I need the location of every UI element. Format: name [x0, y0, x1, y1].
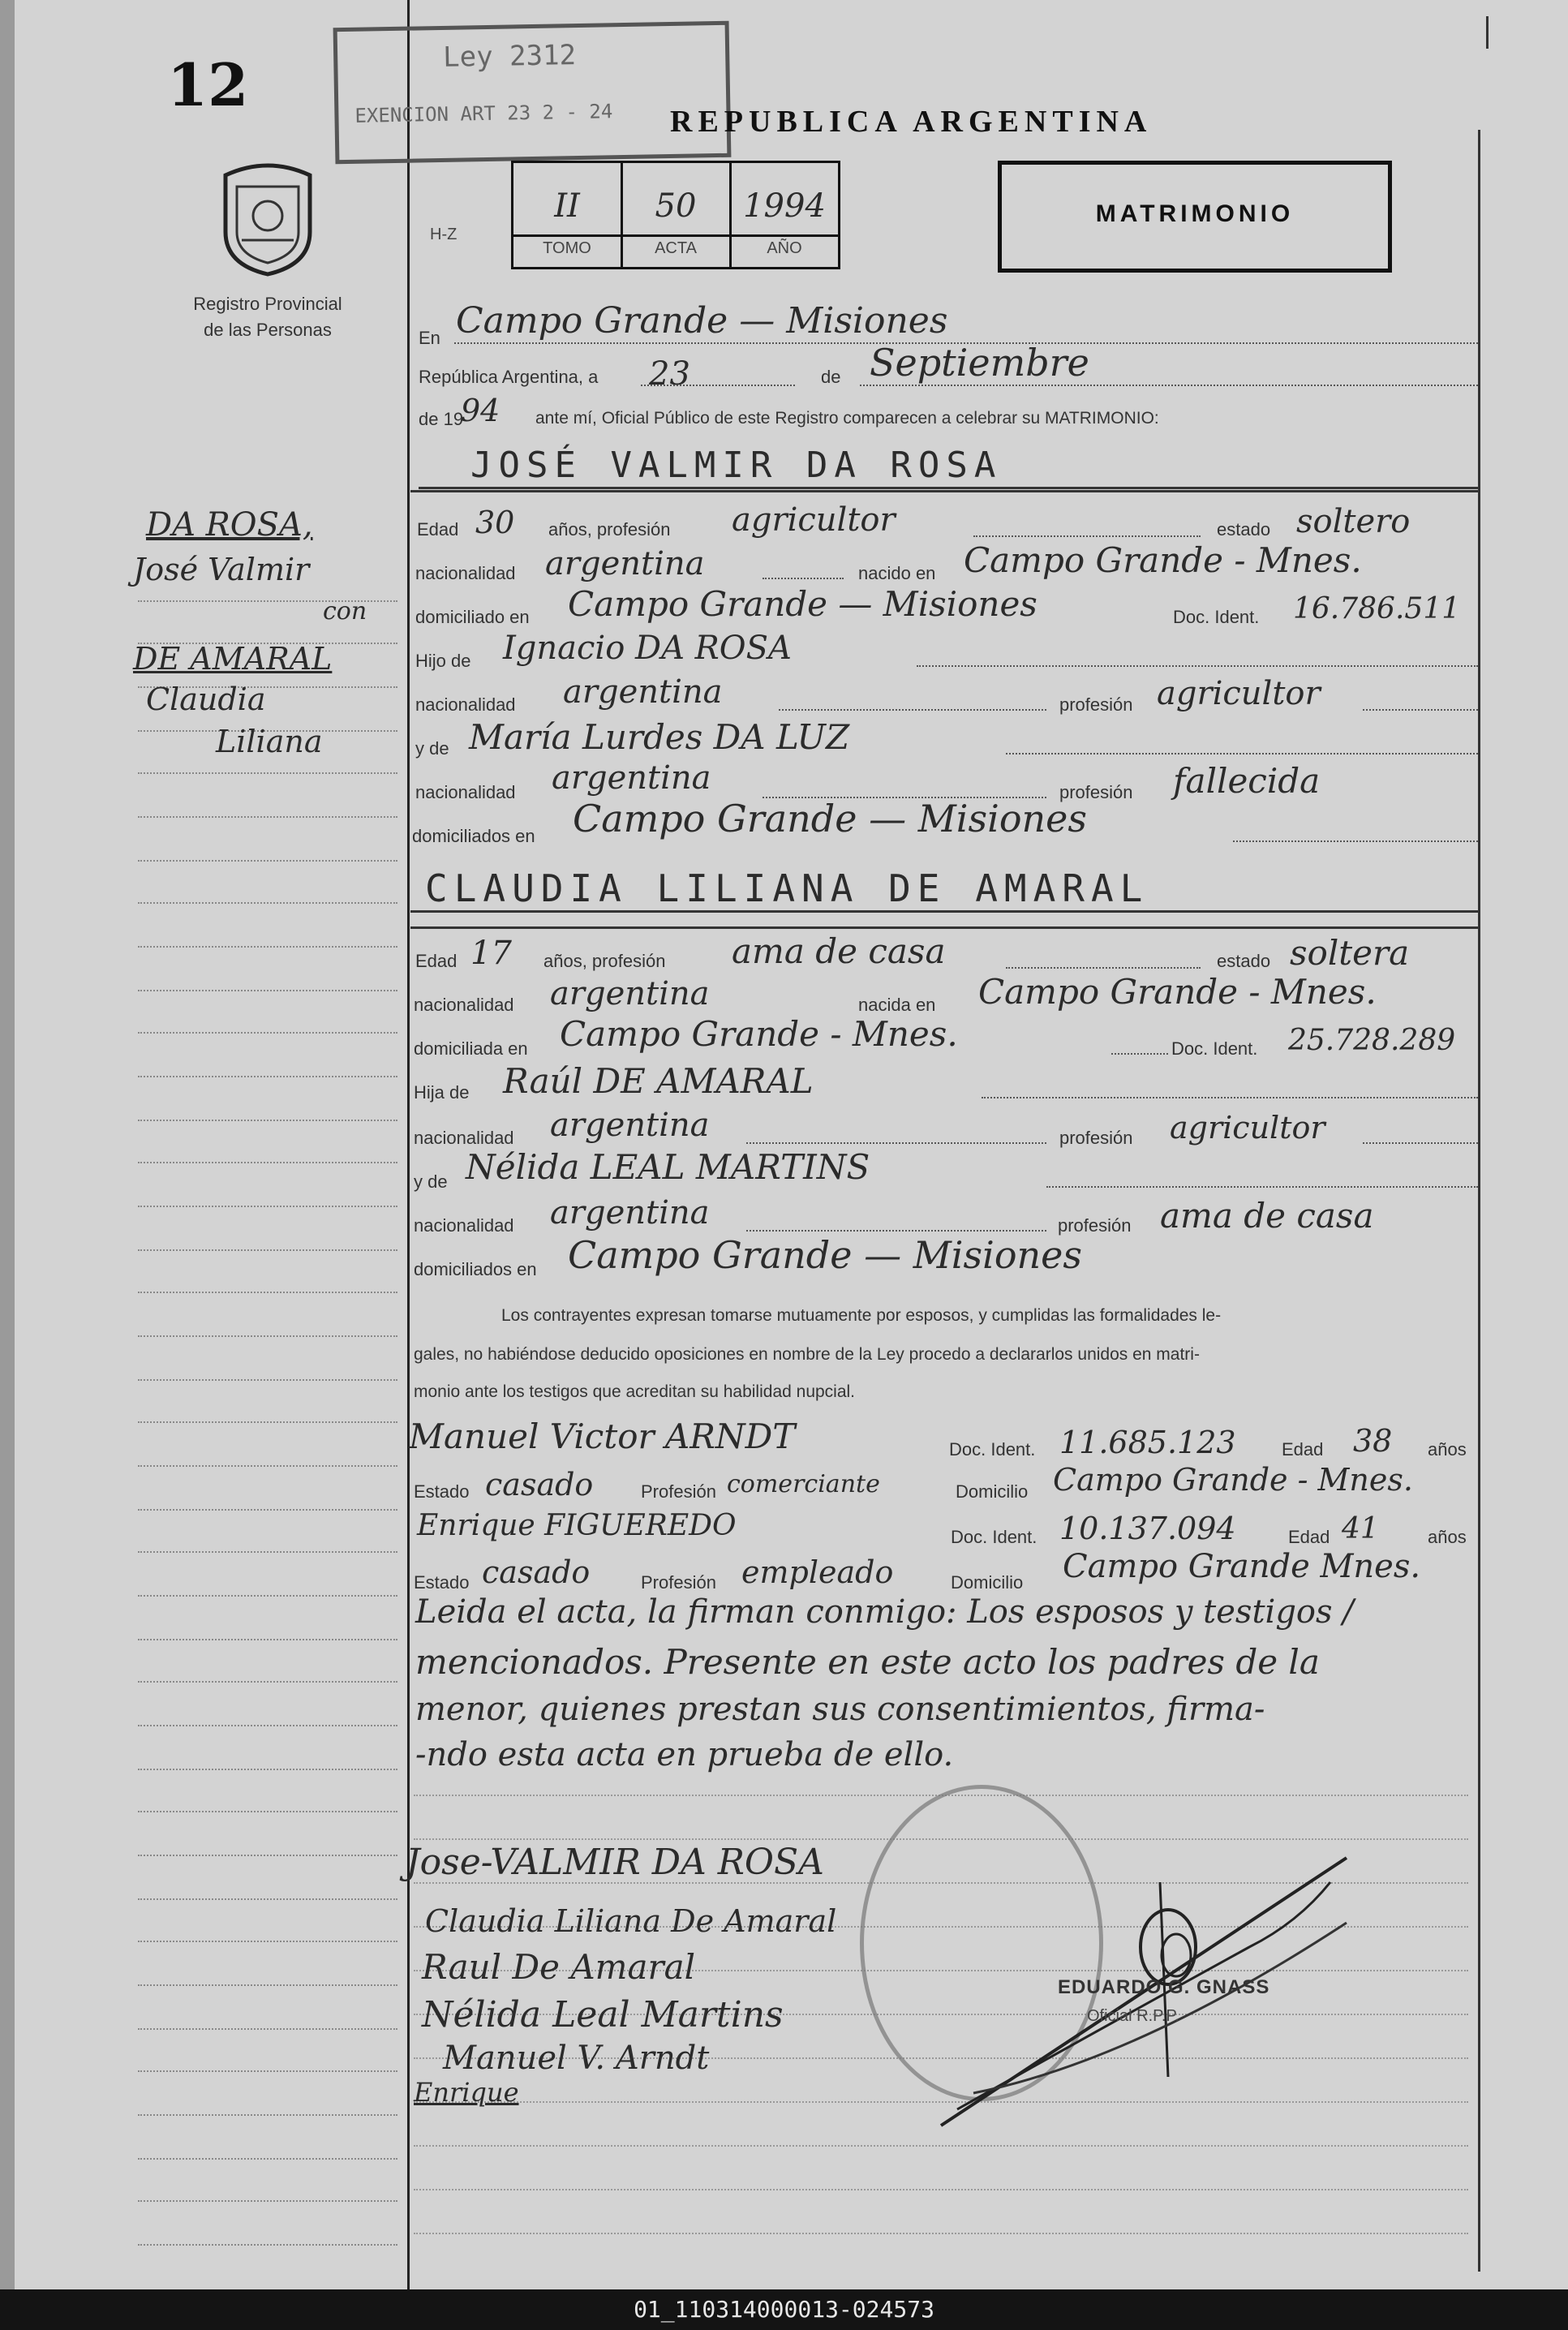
witness2-dom-label: Domicilio [951, 1572, 1024, 1593]
bride-nac-label: nacionalidad [414, 995, 514, 1015]
signature-witness1: Manuel V. Arndt [443, 2040, 710, 2077]
republic-label: República Argentina, a [419, 367, 599, 387]
witness2-profesion: empleado [741, 1554, 894, 1590]
exemption-stamp [333, 21, 732, 164]
groom-doc-label: Doc. Ident. [1173, 607, 1260, 627]
closing-line-4: -ndo esta acta en prueba de ello. [415, 1736, 954, 1773]
groom-full-name: JOSÉ VALMIR DA ROSA [470, 445, 1003, 486]
groom-prof-label: años, profesión [548, 519, 671, 540]
groom-estado-label: estado [1217, 519, 1271, 540]
groom-domicilio: Campo Grande — Misiones [568, 584, 1037, 624]
bride-nacida: Campo Grande - Mnes. [978, 972, 1377, 1012]
scan-id-footer: 01_110314000013-024573 [0, 2289, 1568, 2330]
record-box [511, 161, 840, 269]
margin-con: con [323, 597, 367, 625]
witness2-anos-label: años [1428, 1527, 1467, 1547]
ano-label: AÑO [767, 239, 802, 257]
witness1-edad: 38 [1353, 1423, 1393, 1459]
bride-domicilio: Campo Grande - Mnes. [560, 1014, 958, 1054]
acta-value: 50 [655, 187, 697, 225]
bride-doms-label: domiciliados en [414, 1259, 537, 1279]
witness2-estado-label: Estado [414, 1572, 470, 1593]
page-number: 12 [167, 50, 249, 119]
closing-line-1: Leida el acta, la firman conmigo: Los esposos y testigos / [415, 1593, 1354, 1631]
witness1-estado: casado [485, 1467, 594, 1502]
year-suffix: 94 [461, 393, 500, 428]
registry-name-2: de las Personas [204, 320, 332, 340]
witness1-dom-label: Domicilio [956, 1481, 1029, 1502]
year-prefix: de 19 [419, 409, 464, 429]
margin-given-bride-2: Liliana [216, 724, 323, 759]
de-label: de [821, 367, 841, 387]
stamp-line-2: EXENCION ART 23 2 - 24 [354, 100, 613, 127]
margin-surname-groom: DA ROSA, [146, 506, 313, 544]
witness1-anos-label: años [1428, 1439, 1467, 1459]
bride-edad: 17 [470, 935, 512, 972]
groom-madre-prof: fallecida [1173, 761, 1321, 801]
signature-groom: Jose-VALMIR DA ROSA [406, 1842, 824, 1883]
bride-full-name: CLAUDIA LILIANA DE AMARAL [425, 866, 1149, 910]
witness2-doc: 10.137.094 [1059, 1511, 1236, 1546]
groom-madre-prof-label: profesión [1059, 782, 1133, 802]
groom-nacido: Campo Grande - Mnes. [964, 540, 1362, 580]
signature-father: Raul De Amaral [422, 1947, 696, 1987]
witness1-prof-label: Profesión [641, 1481, 716, 1502]
declaration-line-3: monio ante los testigos que acreditan su habilidad nupcial. [414, 1382, 856, 1401]
bride-yde-label: y de [414, 1171, 448, 1192]
bride-nacida-label: nacida en [858, 995, 936, 1015]
official-title: Oficial R.P.P. [1087, 2007, 1179, 2025]
witness2-estado: casado [482, 1554, 591, 1590]
country-heading: REPUBLICA ARGENTINA [670, 105, 1153, 139]
witness2-edad: 41 [1342, 1512, 1379, 1545]
bride-profesion: ama de casa [732, 931, 946, 971]
bride-hija-label: Hija de [414, 1082, 470, 1103]
bride-nacionalidad: argentina [550, 975, 710, 1012]
intro-month: Septiembre [870, 341, 1089, 385]
acta-label: ACTA [655, 239, 697, 257]
groom-profesion: agricultor [732, 501, 896, 539]
witness1-estado-label: Estado [414, 1481, 470, 1502]
witness2-doc-label: Doc. Ident. [951, 1527, 1037, 1547]
bride-prof-label: años, profesión [543, 951, 666, 971]
groom-padre-nac-label: nacionalidad [415, 694, 516, 715]
witness2-prof-label: Profesión [641, 1572, 716, 1593]
bride-padres-dom: Campo Grande — Misiones [568, 1233, 1082, 1277]
groom-nac-label: nacionalidad [415, 563, 516, 583]
escudo-misiones-icon [217, 159, 318, 277]
bride-estado: soltera [1290, 933, 1410, 973]
bride-padre: Raúl DE AMARAL [503, 1061, 814, 1101]
bride-padre-prof-label: profesión [1059, 1128, 1133, 1148]
margin-given-bride-1: Claudia [146, 681, 266, 717]
closing-line-2: mencionados. Presente en este acto los padres de la [415, 1642, 1320, 1682]
intro-day: 23 [649, 355, 690, 393]
doc-type-title: MATRIMONIO [1095, 200, 1295, 227]
bride-madre-nac-label: nacionalidad [414, 1215, 514, 1236]
declaration-line-1: Los contrayentes expresan tomarse mutuamente por esposos, y cumplidas las formalidades le- [501, 1306, 1222, 1325]
groom-madre-nac-label: nacionalidad [415, 782, 516, 802]
witness1-domicilio: Campo Grande - Mnes. [1053, 1462, 1413, 1498]
signature-bride: Claudia Liliana De Amaral [425, 1903, 837, 1939]
binding-edge [0, 0, 15, 2289]
witness2-name: Enrique FIGUEREDO [417, 1509, 737, 1542]
margin-rule [407, 0, 410, 2289]
doc-type-box [998, 161, 1392, 273]
right-rule [1478, 130, 1480, 2272]
intro-place: Campo Grande — Misiones [456, 300, 948, 342]
groom-padre-nac: argentina [563, 673, 723, 711]
witness1-name: Manuel Victor ARNDT [409, 1416, 796, 1456]
tomo-label: TOMO [543, 239, 591, 257]
bride-estado-label: estado [1217, 951, 1271, 971]
stamp-line-1: Ley 2312 [442, 39, 577, 74]
signature-witness2: Enrique [414, 2077, 519, 2108]
ano-value: 1994 [743, 187, 826, 225]
margin-surname-bride: DE AMARAL [133, 641, 333, 677]
groom-estado: soltero [1296, 503, 1411, 540]
witness1-doc: 11.685.123 [1059, 1425, 1236, 1460]
bride-doc-label: Doc. Ident. [1171, 1038, 1258, 1059]
witness1-edad-label: Edad [1282, 1439, 1324, 1459]
groom-padre: Ignacio DA ROSA [503, 630, 792, 667]
margin-given-groom: José Valmir [133, 552, 310, 587]
bride-dom-label: domiciliada en [414, 1038, 528, 1059]
top-right-mark [1486, 16, 1489, 49]
bride-madre-prof-label: profesión [1058, 1215, 1132, 1236]
bride-madre-nac: argentina [550, 1194, 710, 1232]
groom-dom-label: domiciliado en [415, 607, 530, 627]
groom-nacionalidad: argentina [545, 545, 705, 582]
closing-line-3: menor, quienes prestan sus consentimientos, firma- [415, 1691, 1265, 1728]
hz-note: H-Z [430, 226, 458, 243]
groom-madre-nac: argentina [552, 759, 711, 797]
groom-padre-prof-label: profesión [1059, 694, 1133, 715]
groom-yde-label: y de [415, 738, 449, 759]
groom-hijo-label: Hijo de [415, 651, 471, 671]
bride-madre: Nélida LEAL MARTINS [466, 1147, 870, 1187]
groom-doms-label: domiciliados en [412, 826, 535, 846]
bride-madre-prof: ama de casa [1160, 1196, 1374, 1236]
bride-edad-label: Edad [415, 951, 458, 971]
declaration-line-2: gales, no habiéndose deducido oposiciones en nombre de la Ley procedo a declararlos unidos en matri- [414, 1345, 1200, 1364]
tomo-value: II [554, 187, 580, 225]
witness2-edad-label: Edad [1288, 1527, 1330, 1547]
groom-edad-label: Edad [417, 519, 459, 540]
witness1-profesion: comerciante [727, 1470, 880, 1498]
groom-nacido-label: nacido en [858, 563, 936, 583]
registry-name-1: Registro Provincial [193, 294, 342, 314]
en-label: En [419, 328, 440, 348]
bride-padre-nac-label: nacionalidad [414, 1128, 514, 1148]
bride-padre-prof: agricultor [1170, 1110, 1325, 1146]
signature-mother: Nélida Leal Martins [422, 1994, 784, 2036]
groom-padre-prof: agricultor [1157, 675, 1321, 712]
witness2-domicilio: Campo Grande Mnes. [1063, 1548, 1421, 1585]
intro-text: ante mí, Oficial Público de este Registro comparecen a celebrar su MATRIMONIO: [535, 409, 1159, 428]
groom-madre: María Lurdes DA LUZ [469, 717, 850, 757]
groom-edad: 30 [475, 505, 515, 540]
bride-padre-nac: argentina [550, 1107, 710, 1144]
official-name: EDUARDO G. GNASS [1058, 1976, 1270, 1998]
groom-doc: 16.786.511 [1293, 592, 1461, 625]
witness1-doc-label: Doc. Ident. [949, 1439, 1036, 1459]
groom-padres-dom: Campo Grande — Misiones [573, 797, 1087, 840]
bride-doc: 25.728.289 [1288, 1024, 1456, 1057]
